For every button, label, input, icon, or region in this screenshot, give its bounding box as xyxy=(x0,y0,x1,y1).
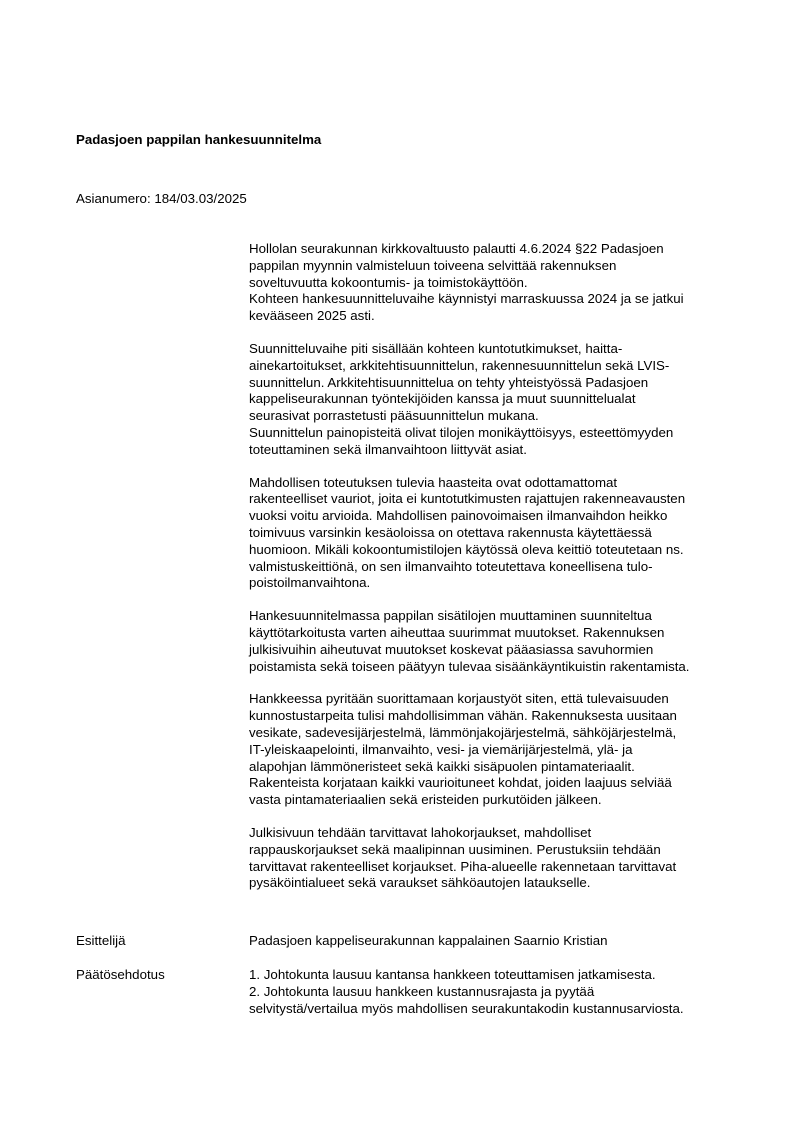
text-line: kunnostustarpeita tulisi mahdollisimman vähän. Rakennuksesta uusitaan xyxy=(249,708,677,724)
text-line: Suunnittelun painopisteitä olivat tilojen monikäyttöisyys, esteettömyyden xyxy=(249,424,674,440)
text-line: vuoksi voitu arvioida. Mahdollisen painovoimaisen ilmanvaihdon heikko xyxy=(249,508,668,524)
text-line: valmistuskeittiönä, on sen ilmanvaihto toteutettava koneellisena tulo- xyxy=(249,558,653,574)
text-line: seurasivat porrastetusti pääsuunnittelun mukana. xyxy=(249,408,539,424)
text-line: Kohteen hankesuunnitteluvaihe käynnistyi marraskuussa 2024 ja se jatkui xyxy=(249,291,684,307)
text-line: vesikate, sadevesijärjestelmä, lämmönjakojärjestelmä, sähköjärjestelmä, xyxy=(249,724,677,740)
text-line: poistoilmanvaihtona. xyxy=(249,575,371,591)
proposal-text xyxy=(249,967,684,1017)
text-line: IT-yleiskaapelointi, ilmanvaihto, vesi- ja viemärijärjestelmä, ylä- ja xyxy=(249,741,633,757)
case-number: Asianumero: 184/03.03/2025 xyxy=(76,191,247,206)
text-line: vasta pintamateriaalien sekä eristeiden purkutöiden jälkeen. xyxy=(249,792,602,808)
text-line: rappauskorjaukset sekä maalipinnan uusiminen. Perustuksiin tehdään xyxy=(249,841,661,857)
text-line: tarvittavat rakenteelliset korjaukset. Piha-alueelle rakennetaan tarvittavat xyxy=(249,858,677,874)
text-line: soveltuvuutta kokoontumis- ja toimistokäyttöön. xyxy=(249,274,528,290)
text-line: Rakenteista korjataan kaikki vaurioituneet kohdat, joiden laajuus selviää xyxy=(249,775,672,791)
presenter-label: Esittelijä xyxy=(76,933,126,948)
text-line: suunnittelun. Arkkitehtisuunnittelua on tehty yhteistyössä Padasjoen xyxy=(249,374,649,390)
paragraph-renovation xyxy=(249,691,749,809)
paragraph-challenges xyxy=(249,475,749,593)
text-line: toimivuus varsinkin kesäoloissa on otettava rakennusta käytettäessä xyxy=(249,524,652,540)
text-line: kappeliseurakunnan työntekijöiden kanssa ja muut suunnittelualat xyxy=(249,391,636,407)
body-text xyxy=(249,241,749,908)
text-line: pysäköintialueet sekä varaukset sähköautojen lataukselle. xyxy=(249,875,591,891)
text-line: rakenteelliset vauriot, joita ei kuntotutkimusten rajattujen rakenneavausten xyxy=(249,491,686,507)
text-line: ainekartoitukset, arkkitehtisuunnittelun, rakennesuunnittelun sekä LVIS- xyxy=(249,357,670,373)
text-line: pappilan myynnin valmisteluun toiveena selvittää rakennuksen xyxy=(249,257,617,273)
text-line: toteuttaminen sekä ilmanvaihtoon liittyvät asiat. xyxy=(249,441,527,457)
paragraph-design-phase xyxy=(249,341,749,459)
paragraph-changes xyxy=(249,608,749,675)
text-line: Julkisivuun tehdään tarvittavat lahokorjaukset, mahdolliset xyxy=(249,824,592,840)
text-line: Mahdollisen toteutuksen tulevia haasteita ovat odottamattomat xyxy=(249,474,618,490)
text-line: Hankesuunnitelmassa pappilan sisätilojen muuttaminen suunniteltua xyxy=(249,608,652,624)
text-line: käyttötarkoitusta varten aiheuttaa suurimmat muutokset. Rakennuksen xyxy=(249,624,665,640)
text-line: huomioon. Mikäli kokoontumistilojen käytössä oleva keittiö toteutetaan ns. xyxy=(249,541,684,557)
presenter-value: Padasjoen kappeliseurakunnan kappalainen Saarnio Kristian xyxy=(249,933,608,948)
paragraph-background xyxy=(249,241,749,325)
text-line: poistamista sekä toiseen päätyyn tulevaa sisäänkäyntikuistin rakentamista. xyxy=(249,658,690,674)
text-line: Hollolan seurakunnan kirkkovaltuusto palautti 4.6.2024 §22 Padasjoen xyxy=(249,241,664,256)
paragraph-facade xyxy=(249,825,749,892)
text-line: kevääseen 2025 asti. xyxy=(249,308,375,324)
text-line: 2. Johtokunta lausuu hankkeen kustannusrajasta ja pyytää xyxy=(249,983,595,999)
text-line: selvitystä/vertailua myös mahdollisen seurakuntakodin kustannusarviosta. xyxy=(249,1000,684,1016)
document-title: Padasjoen pappilan hankesuunnitelma xyxy=(76,132,322,147)
text-line: 1. Johtokunta lausuu kantansa hankkeen toteuttamisen jatkamisesta. xyxy=(249,967,656,982)
text-line: Suunnitteluvaihe piti sisällään kohteen kuntotutkimukset, haitta- xyxy=(249,340,623,356)
text-line: alapohjan lämmöneristeet sekä kaikki sisäpuolen pintamateriaalit. xyxy=(249,758,635,774)
proposal-label: Päätösehdotus xyxy=(76,967,165,982)
text-line: Hankkeessa pyritään suorittamaan korjaustyöt siten, että tulevaisuuden xyxy=(249,691,669,707)
text-line: julkisivuihin aiheutuvat muutokset koskevat pääasiassa savuhormien xyxy=(249,641,654,657)
